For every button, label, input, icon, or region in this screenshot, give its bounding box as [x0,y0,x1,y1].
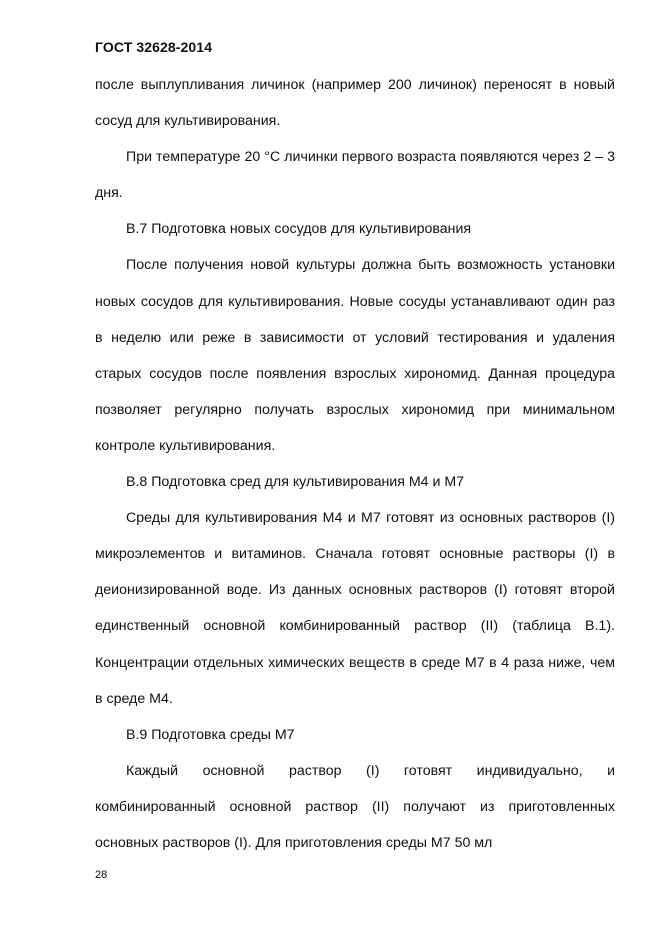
section-heading-b7: В.7 Подготовка новых сосудов для культивирования [126,221,472,238]
paragraph-media-preparation: Среды для культивирования М4 и М7 готовят из основных растворов (I) микроэлементов и витаминов. Сначала готовят основные растворы (I) в деионизированной воде. Из данных основных растворов (I) готовят второй единственный основной комбинированный раствор (II) (таблица В.1). Концентрации отдельных химических веществ в среде М7 в 4 раза ниже, чем в среде М4. [95,510,615,707]
paragraph-m7-preparation: Каждый основной раствор (I) готовят индивидуально, и комбинированный основной раствор (II) получают из приготовленных основных растворов (I). Для приготовления среды М7 50 мл [95,762,615,851]
paragraph-temperature: При температуре 20 °С личинки первого возраста появляются через 2 – 3 дня. [95,149,615,202]
document-body [95,67,615,861]
section-heading-b9: В.9 Подготовка среды М7 [126,726,295,743]
paragraph-continuation: после выплупливания личинок (например 200 личинок) переносят в новый сосуд для культивирования. [95,77,615,130]
page-number: 28 [95,869,108,881]
paragraph-new-vessels: После получения новой культуры должна быть возможность установки новых сосудов для культивирования. Новые сосуды устанавливают один раз в неделю или реже в зависимости от условий тестирования и удаления старых сосудов после появления взрослых хирономид. Данная процедура позволяет регулярно получать взрослых хирономид при минимальном контроле культивирования. [95,257,615,454]
page-header-standard: ГОСТ 32628-2014 [95,39,213,55]
section-heading-b8: В.8 Подготовка сред для культивирования М4 и М7 [126,474,465,491]
